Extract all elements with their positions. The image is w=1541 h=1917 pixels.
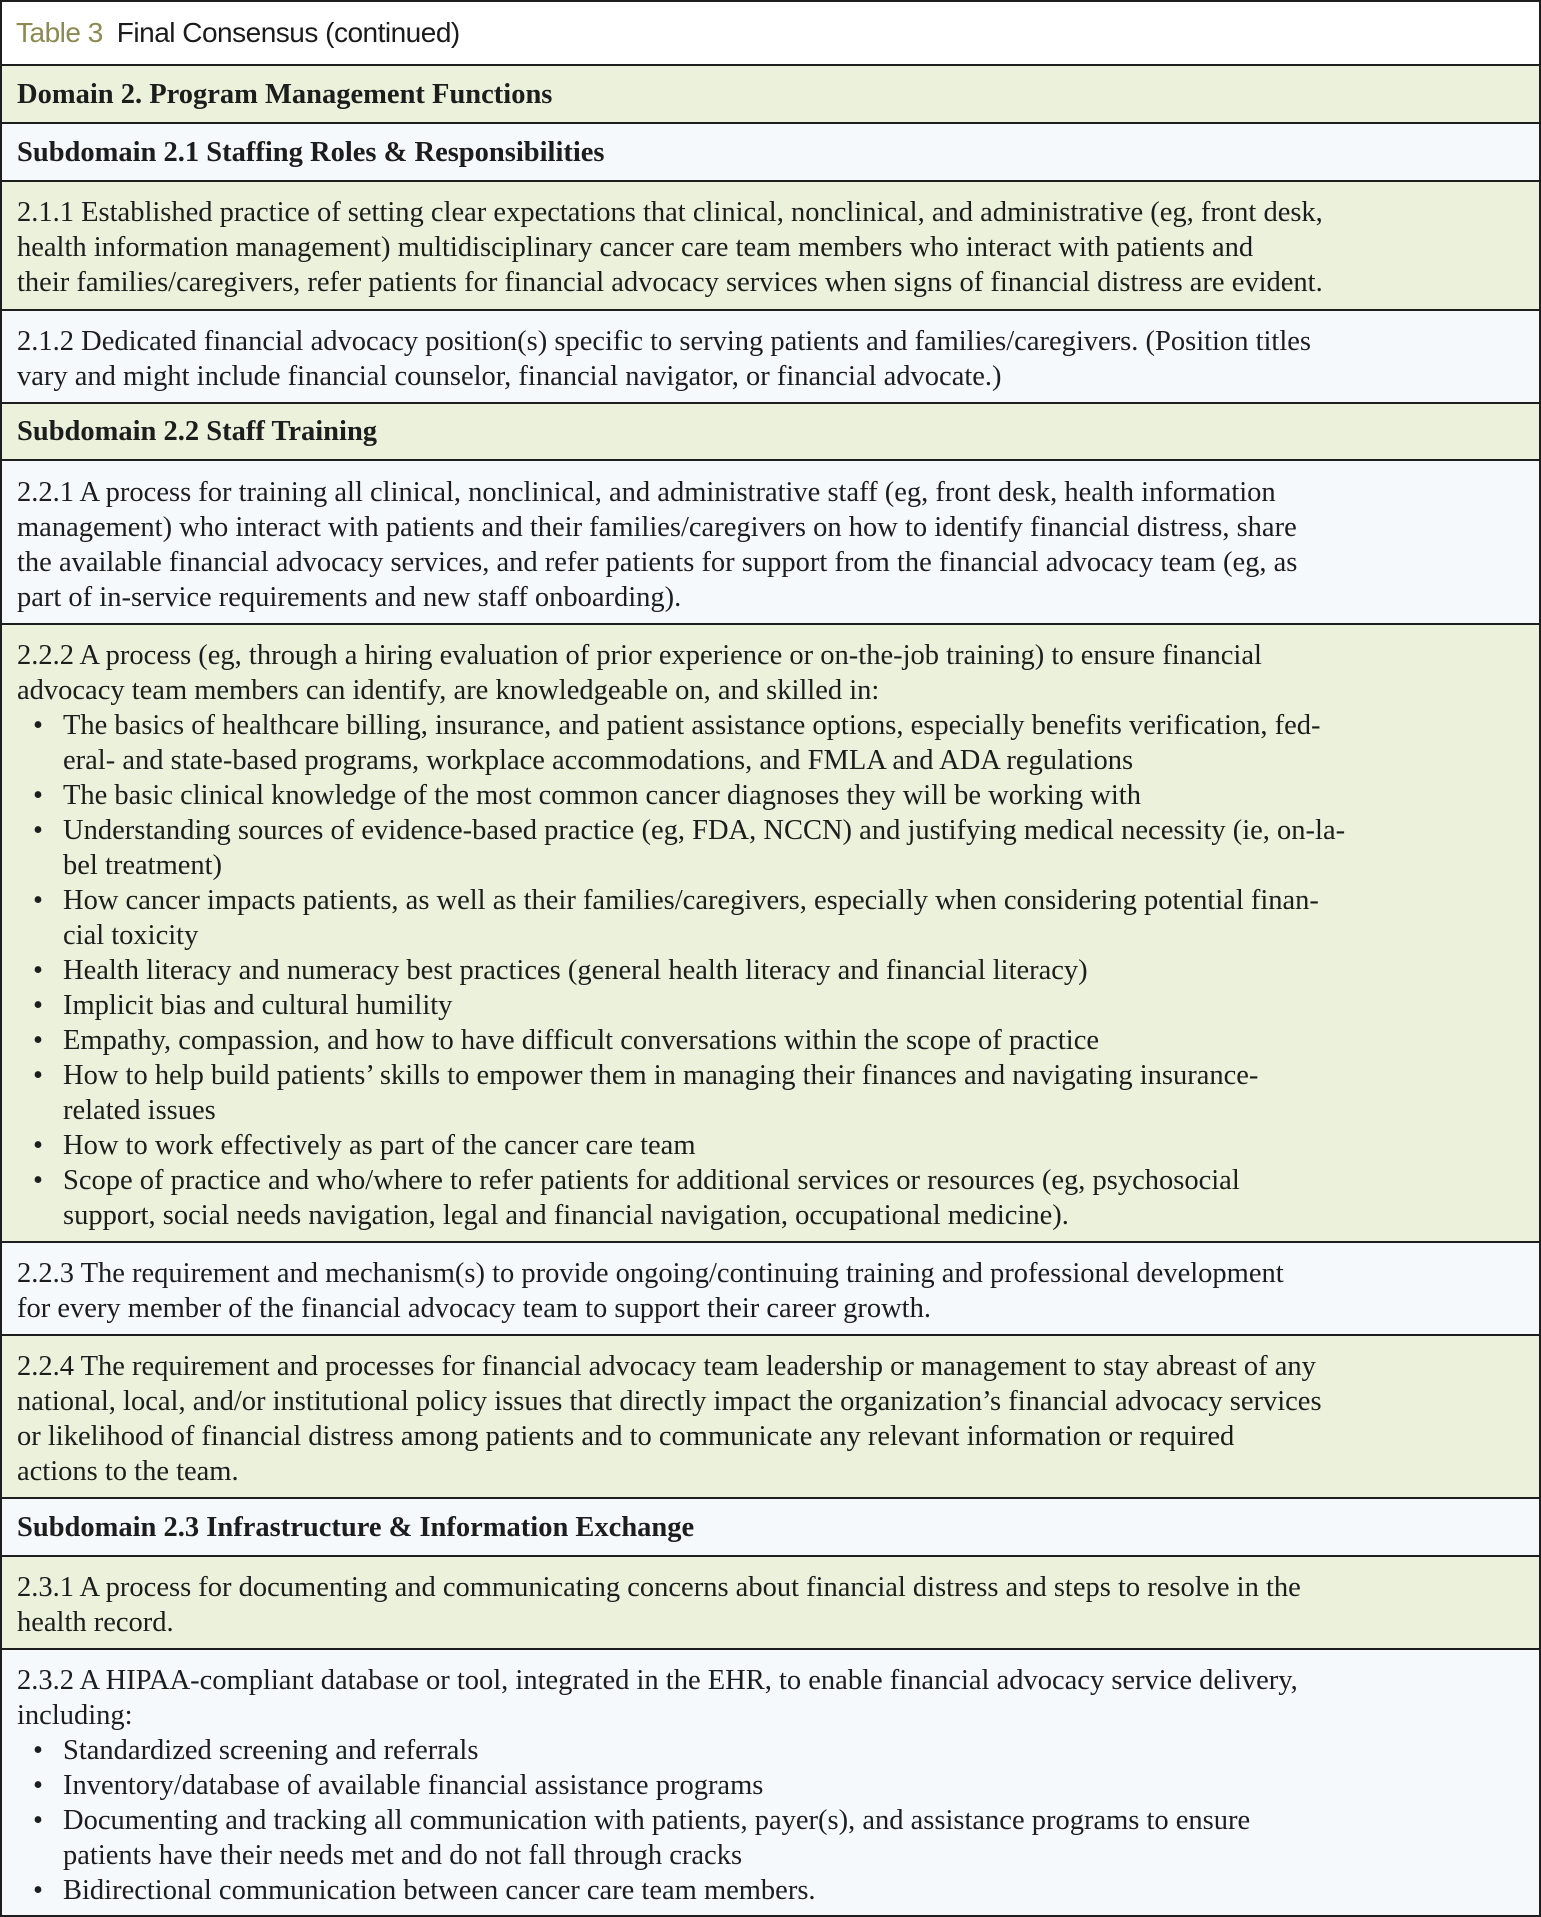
bullet-icon: •: [33, 1060, 43, 1091]
bullet-text-line: patients have their needs met and do not fall through cracks: [63, 1840, 743, 1871]
consensus-item-row: [2, 1336, 1539, 1499]
item-text-line: 2.2.3 The requirement and mechanism(s) to provide ongoing/continuing training and professional development: [17, 1258, 1284, 1289]
bullet-item: [17, 1128, 1531, 1163]
item-text-line: or likelihood of financial distress among patients and to communicate any relevant information or required: [17, 1421, 1235, 1452]
bullet-icon: •: [33, 1165, 43, 1196]
bullet-item: [17, 1803, 1531, 1873]
item-text-line: 2.2.2 A process (eg, through a hiring evaluation of prior experience or on-the-job training) to ensure financial: [17, 640, 1262, 671]
bullet-item: [17, 1873, 1531, 1908]
bullet-text-line: Documenting and tracking all communication with patients, payer(s), and assistance programs to ensure: [63, 1805, 1251, 1836]
domain-title: Domain 2. Program Management Functions: [17, 78, 553, 110]
bullet-text-line: Bidirectional communication between cancer care team members.: [63, 1875, 816, 1906]
subdomain-title: Subdomain 2.3 Infrastructure & Information Exchange: [17, 1511, 695, 1543]
bullet-icon: •: [33, 885, 43, 916]
bullet-icon: •: [33, 955, 43, 986]
bullet-item: [17, 1733, 1531, 1768]
item-text-line: for every member of the financial advocacy team to support their career growth.: [17, 1293, 931, 1324]
bullet-text-line: Inventory/database of available financial assistance programs: [63, 1770, 764, 1801]
bullet-text-line: Standardized screening and referrals: [63, 1735, 479, 1766]
bullet-text-line: related issues: [63, 1095, 216, 1126]
table-number: Table 3: [16, 17, 103, 48]
item-text-line: health record.: [17, 1607, 174, 1638]
bullet-text-line: support, social needs navigation, legal and financial navigation, occupational medicine).: [63, 1200, 1069, 1231]
bullet-text-line: The basics of healthcare billing, insurance, and patient assistance options, especially benefits verification, fed-: [63, 710, 1321, 741]
item-text-line: 2.2.4 The requirement and processes for financial advocacy team leadership or management to stay abreast of any: [17, 1351, 1316, 1382]
consensus-item-row: [2, 182, 1539, 311]
bullet-text-line: How to work effectively as part of the cancer care team: [63, 1130, 696, 1161]
bullet-text-line: The basic clinical knowledge of the most common cancer diagnoses they will be working with: [63, 780, 1141, 811]
bullet-item: [17, 883, 1531, 953]
bullet-text-line: eral- and state-based programs, workplace accommodations, and FMLA and ADA regulations: [63, 745, 1134, 776]
consensus-item-row: [2, 1650, 1539, 1915]
bullet-item: [17, 1023, 1531, 1058]
item-text-line: 2.3.1 A process for documenting and communicating concerns about financial distress and steps to resolve in the: [17, 1572, 1301, 1603]
bullet-text-line: How cancer impacts patients, as well as their families/caregivers, especially when considering potential finan-: [63, 885, 1319, 916]
item-text-line: actions to the team.: [17, 1456, 239, 1487]
item-text-line: including:: [17, 1700, 133, 1731]
consensus-item-row: [2, 625, 1539, 1243]
item-text-line: 2.1.1 Established practice of setting clear expectations that clinical, nonclinical, and administrative (eg, front desk,: [17, 197, 1323, 228]
item-text-line: part of in-service requirements and new staff onboarding).: [17, 582, 682, 613]
bullet-item: [17, 988, 1531, 1023]
bullet-item: [17, 813, 1531, 883]
subdomain-heading-row: [2, 1499, 1539, 1557]
item-text-line: vary and might include financial counselor, financial navigator, or financial advocate.): [17, 361, 1002, 392]
bullet-text-line: Health literacy and numeracy best practices (general health literacy and financial literacy): [63, 955, 1088, 986]
consensus-item-row: [2, 461, 1539, 625]
item-text-line: 2.3.2 A HIPAA-compliant database or tool, integrated in the EHR, to enable financial advocacy service delivery,: [17, 1665, 1298, 1696]
bullet-icon: •: [33, 1770, 43, 1801]
item-text-line: advocacy team members can identify, are knowledgeable on, and skilled in:: [17, 675, 880, 706]
ehr-features-bullet-list: [17, 1733, 1531, 1908]
item-text-line: 2.1.2 Dedicated financial advocacy position(s) specific to serving patients and families/caregivers. (Position titles: [17, 326, 1311, 357]
bullet-text-line: How to help build patients’ skills to empower them in managing their finances and navigating insurance-: [63, 1060, 1259, 1091]
bullet-text-line: Understanding sources of evidence-based practice (eg, FDA, NCCN) and justifying medical necessity (ie, on-la-: [63, 815, 1346, 846]
bullet-item: [17, 1058, 1531, 1128]
bullet-icon: •: [33, 1130, 43, 1161]
bullet-text-line: cial toxicity: [63, 920, 199, 951]
bullet-icon: •: [33, 1805, 43, 1836]
subdomain-title: Subdomain 2.2 Staff Training: [17, 416, 378, 447]
bullet-icon: •: [33, 780, 43, 811]
bullet-icon: •: [33, 710, 43, 741]
bullet-text-line: Empathy, compassion, and how to have difficult conversations within the scope of practice: [63, 1025, 1100, 1056]
bullet-text-line: Implicit bias and cultural humility: [63, 990, 453, 1021]
item-text-line: 2.2.1 A process for training all clinical, nonclinical, and administrative staff (eg, front desk, health information: [17, 477, 1276, 508]
item-text-line: management) who interact with patients and their families/caregivers on how to identify financial distress, share: [17, 512, 1297, 543]
subdomain-title: Subdomain 2.1 Staffing Roles & Responsibilities: [17, 136, 605, 168]
domain-heading-row: [2, 66, 1539, 124]
item-text-line: health information management) multidisciplinary cancer care team members who interact with patients and: [17, 232, 1254, 263]
consensus-item-row: [2, 1557, 1539, 1650]
item-text-line: the available financial advocacy services, and refer patients for support from the financial advocacy team (eg, as: [17, 547, 1298, 578]
bullet-icon: •: [33, 1025, 43, 1056]
bullet-icon: •: [33, 1735, 43, 1766]
bullet-item: [17, 953, 1531, 988]
table-title: Final Consensus (continued): [116, 17, 460, 48]
bullet-item: [17, 1768, 1531, 1803]
bullet-item: [17, 1163, 1531, 1233]
item-text-line: national, local, and/or institutional policy issues that directly impact the organization’s financial advocacy services: [17, 1386, 1322, 1417]
item-text-line: their families/caregivers, refer patients for financial advocacy services when signs of financial distress are evident.: [17, 267, 1323, 298]
bullet-icon: •: [33, 990, 43, 1021]
subdomain-heading-row: [2, 404, 1539, 461]
subdomain-heading-row: [2, 124, 1539, 182]
bullet-text-line: Scope of practice and who/where to refer patients for additional services or resources (eg, psychosocial: [63, 1165, 1240, 1196]
bullet-text-line: bel treatment): [63, 850, 223, 881]
consensus-item-row: [2, 1243, 1539, 1336]
table-caption: [2, 2, 1539, 67]
bullet-item: [17, 778, 1531, 813]
consensus-item-row: [2, 311, 1539, 404]
bullet-item: [17, 708, 1531, 778]
bullet-icon: •: [33, 815, 43, 846]
skills-bullet-list: [17, 708, 1531, 1233]
bullet-icon: •: [33, 1875, 43, 1906]
